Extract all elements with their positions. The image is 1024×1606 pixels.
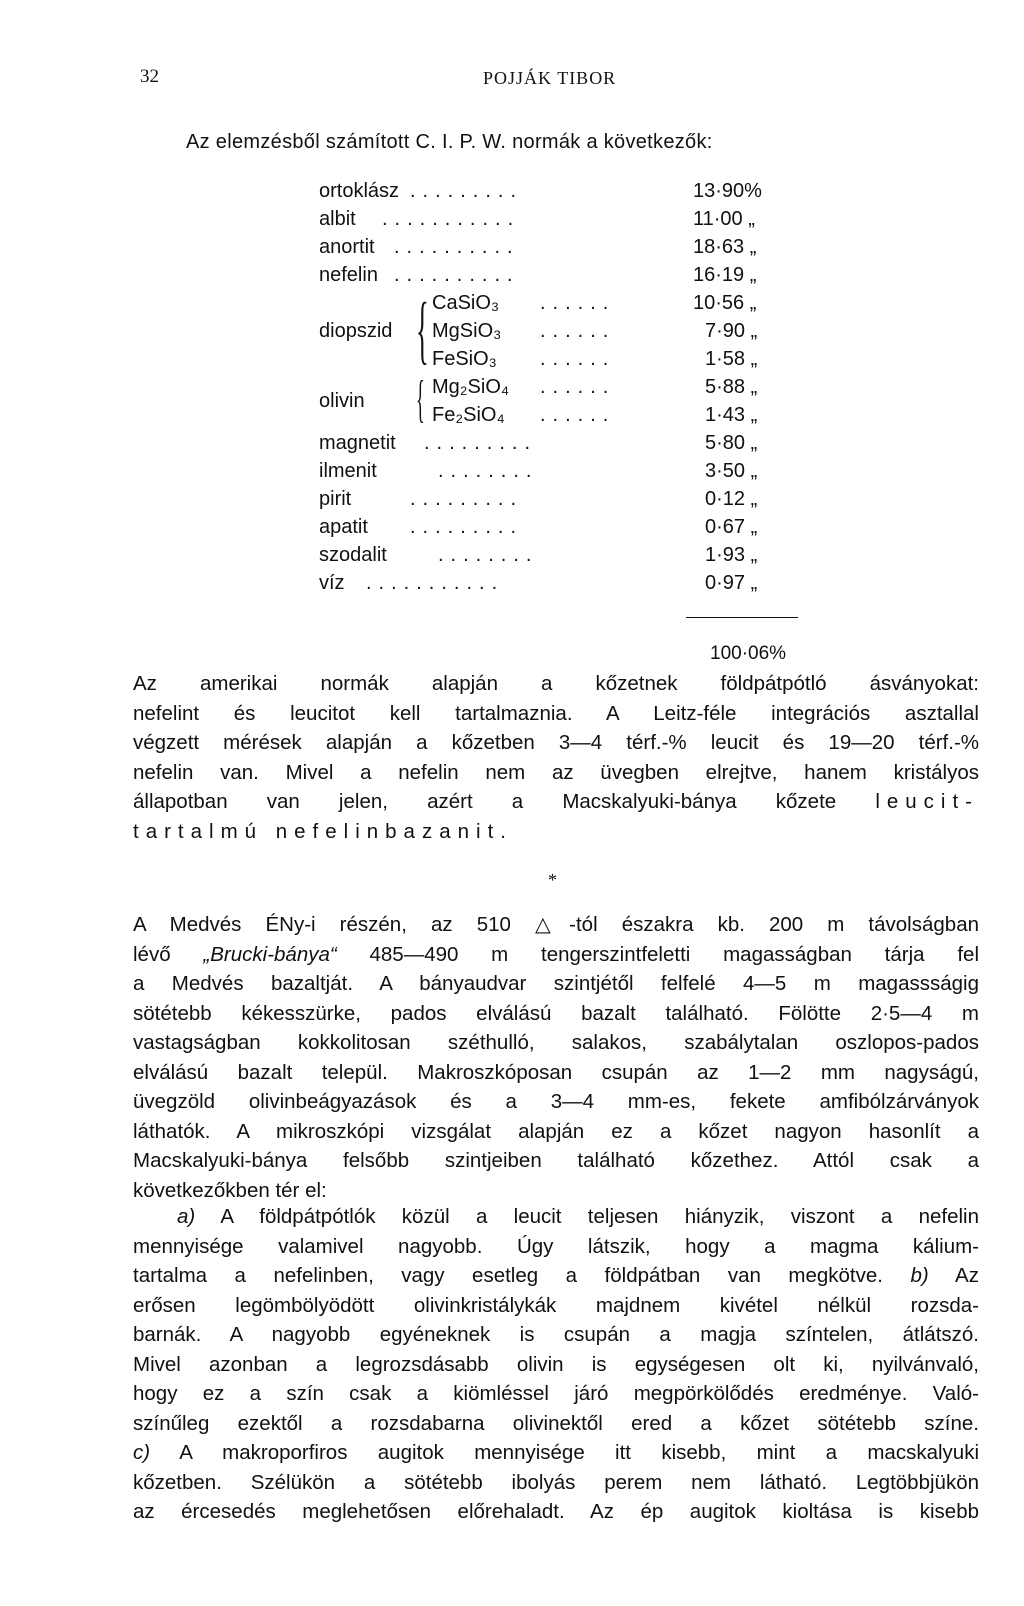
- leader-dots: ......: [540, 376, 616, 398]
- text-line: A Medvés ÉNy-i részén, az 510 △-tól északra kb. 200 m távolságban: [133, 913, 979, 936]
- norm-sublabel: Mg₂SiO₄: [432, 376, 510, 398]
- leader-dots: ......: [540, 348, 616, 370]
- text-fragment: 485—490 m tengerszintfeletti magasságban tárja fel: [336, 942, 980, 966]
- leader-dots: ..........: [394, 264, 520, 286]
- norm-row: [0, 348, 1024, 376]
- norm-value: 11·00 „: [693, 208, 755, 230]
- text-line: a Medvés bazaltját. A bányaudvar szintjétől felfelé 4—5 m magassságig: [133, 972, 979, 995]
- leader-dots: ........: [438, 460, 539, 482]
- norm-value: 0·12 „: [705, 488, 758, 510]
- norm-row: [0, 516, 1024, 544]
- norm-label: apatit: [319, 516, 368, 538]
- emphasized-term: tartalmú nefelinbazanit.: [133, 819, 513, 843]
- text-fragment: A földpátpótlók közül a leucit teljesen hiányzik, viszont a nefelin: [220, 1205, 979, 1228]
- intro-sentence: Az elemzésből számított C. I. P. W. normák a következők:: [186, 131, 713, 153]
- norm-value: 1·43 „: [705, 404, 758, 426]
- norm-value: 0·67 „: [705, 516, 758, 538]
- norm-total: 100·06%: [710, 643, 787, 664]
- list-marker-a: a): [177, 1205, 196, 1228]
- text-line: kőzetben. Szélükön a sötétebb ibolyás perem nem látható. Legtöbbjükön: [133, 1470, 979, 1494]
- text-line: [133, 1438, 979, 1468]
- olivin-brace: {: [416, 371, 425, 428]
- norm-row: [0, 236, 1024, 264]
- norm-value: 10·56 „: [693, 292, 757, 314]
- norm-label: víz: [319, 572, 345, 594]
- leader-dots: ......: [540, 320, 616, 342]
- text-line: Az amerikai normák alapján a kőzetnek földpátpótló ásványokat:: [133, 672, 979, 695]
- paragraph-2: [133, 910, 979, 1205]
- text-line: [133, 940, 979, 970]
- norm-label: ortoklász: [319, 180, 400, 202]
- norm-value: 5·80 „: [705, 432, 758, 454]
- sum-rule: [686, 617, 798, 618]
- text-line: erősen legömbölyödött olivinkristálykák majdnem kivétel nélkül rozsda-: [133, 1293, 979, 1317]
- norm-sublabel: FeSiO₃: [432, 348, 497, 370]
- norm-value: 18·63 „: [693, 236, 757, 258]
- text-line: üvegzöld olivinbeágyazások és a 3—4 mm-es, fekete amfibólzárványok: [133, 1090, 979, 1113]
- text-line: láthatók. A mikroszkópi vizsgálat alapján ez a kőzet nagyon hasonlít a: [133, 1119, 979, 1143]
- norm-row: [0, 488, 1024, 516]
- text-line: mennyisége valamivel nagyobb. Úgy látszik, hogy a magma kálium-: [133, 1234, 979, 1258]
- norm-row: [0, 460, 1024, 488]
- running-head: POJJÁK TIBOR: [483, 68, 617, 88]
- text-line: [133, 787, 979, 817]
- norm-row: [0, 544, 1024, 572]
- leader-dots: ......: [540, 404, 616, 426]
- text-fragment: Az: [955, 1264, 979, 1287]
- norm-row: [0, 180, 1024, 208]
- page-number: 32: [140, 66, 159, 87]
- norm-row: [0, 208, 1024, 236]
- text-line: nefelin van. Mivel a nefelin nem az üvegben elrejtve, hanem kristályos: [133, 760, 979, 784]
- norm-label: pirit: [319, 488, 352, 510]
- leader-dots: ...........: [366, 572, 505, 594]
- diopszid-brace: {: [416, 288, 429, 372]
- list-marker-c: c): [133, 1441, 151, 1464]
- text-line: hogy ez a szín csak a kiömléssel járó megpörkölődés eredménye. Való-: [133, 1382, 979, 1405]
- norm-value: 1·93 „: [705, 544, 758, 566]
- norm-value: 0·97 „: [705, 572, 758, 594]
- leader-dots: .........: [410, 488, 524, 510]
- norm-label: ilmenit: [319, 460, 377, 482]
- text-line: vastagságban kokkolitosan széthulló, salakos, szabálytalan oszlopos-pados: [133, 1031, 979, 1054]
- norm-row: [0, 292, 1024, 320]
- leader-dots: ......: [540, 292, 616, 314]
- norm-row: [0, 376, 1024, 404]
- text-fragment: lévő: [133, 942, 204, 966]
- norm-value: 1·58 „: [705, 348, 758, 370]
- leader-dots: .........: [410, 516, 524, 538]
- norm-label: magnetit: [319, 432, 396, 454]
- text-line: [133, 1261, 979, 1291]
- leader-dots: .........: [410, 180, 524, 202]
- norm-sublabel: MgSiO₃: [432, 320, 502, 342]
- norm-value: 7·90 „: [705, 320, 758, 342]
- leader-dots: ...........: [382, 208, 521, 230]
- leader-dots: ..........: [394, 236, 520, 258]
- text-line: Macskalyuki-bánya felsőbb szintjeiben található kőzethez. Attól csak a: [133, 1149, 979, 1172]
- group-label-diopszid: diopszid: [319, 320, 393, 342]
- paragraph-3: [133, 1202, 979, 1527]
- norm-value: 16·19 „: [693, 264, 757, 286]
- norm-row: [0, 572, 1024, 600]
- norm-row: [0, 404, 1024, 432]
- norm-value: 3·50 „: [705, 460, 758, 482]
- norm-label: szodalit: [319, 544, 387, 566]
- norm-value: 5·88 „: [705, 376, 758, 398]
- text-line: színűleg ezektől a rozsdabarna olivinektől ered a kőzet sötétebb színe.: [133, 1411, 979, 1435]
- norm-row: [0, 264, 1024, 292]
- leader-dots: .........: [424, 432, 538, 454]
- leader-dots: ........: [438, 544, 539, 566]
- group-label-olivin: olivin: [319, 390, 365, 412]
- norm-label: albit: [319, 208, 356, 230]
- paragraph-1: [133, 669, 979, 846]
- section-separator: *: [548, 870, 557, 890]
- quarry-name: „Brucki-bánya“: [203, 942, 337, 966]
- norm-sublabel: Fe₂SiO₄: [432, 404, 505, 426]
- text-fragment: tartalma a nefelinben, vagy esetleg a földpátban van megkötve.: [133, 1264, 883, 1287]
- norm-row: [0, 320, 1024, 348]
- text-line: barnák. A nagyobb egyéneknek is csupán a magja színtelen, átlátszó.: [133, 1323, 979, 1346]
- text-line: [133, 1202, 979, 1232]
- text-line: Mivel azonban a legrozsdásabb olivin is egységesen olt ki, nyilvánvaló,: [133, 1352, 979, 1376]
- norm-value: 13·90%: [693, 180, 762, 202]
- emphasized-term: leucit-: [875, 790, 979, 813]
- text-fragment: állapotban van jelen, azért a Macskalyuki-bánya kőzete: [133, 790, 837, 813]
- list-marker-b: b): [910, 1264, 929, 1287]
- text-line: elválású bazalt települ. Makroszkóposan csupán az 1—2 mm nagyságú,: [133, 1060, 979, 1084]
- text-line: nefelint és leucitot kell tartalmaznia. A Leitz-féle integrációs asztallal: [133, 701, 979, 725]
- norm-sublabel: CaSiO₃: [432, 292, 500, 314]
- norm-row: [0, 432, 1024, 460]
- text-line: az ércesedés meglehetősen előrehaladt. Az ép augitok kioltása is kisebb: [133, 1500, 979, 1523]
- text-line: következőkben tér el:: [133, 1178, 327, 1202]
- norm-label: nefelin: [319, 264, 378, 286]
- text-fragment: A makroporfiros augitok mennyisége itt kisebb, mint a macskalyuki: [179, 1441, 979, 1464]
- text-line: végzett mérések alapján a kőzetben 3—4 térf.-% leucit és 19—20 térf.-%: [133, 731, 979, 754]
- norm-label: anortit: [319, 236, 375, 258]
- text-line: sötétebb kékesszürke, pados elválású bazalt található. Fölötte 2·5—4 m: [133, 1001, 979, 1025]
